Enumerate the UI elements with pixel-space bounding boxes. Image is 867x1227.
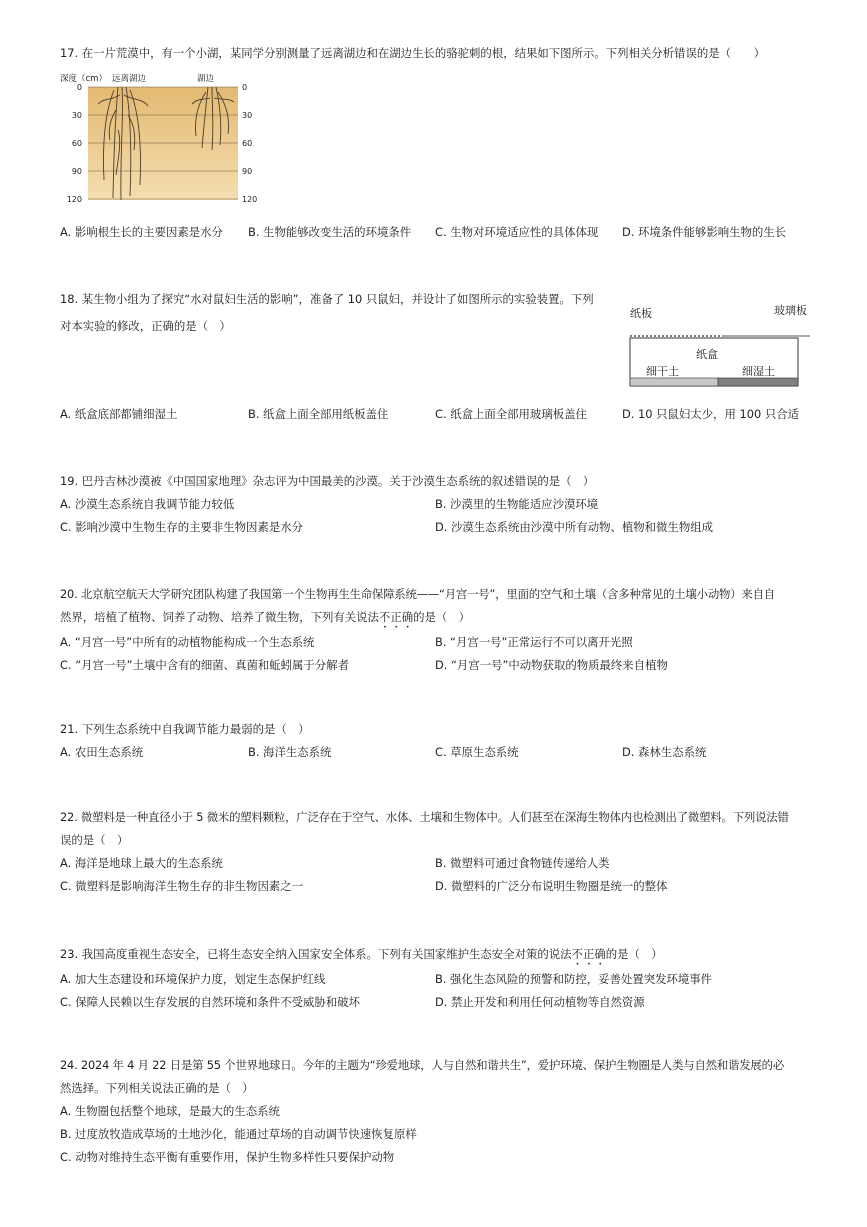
- tick-right-60: 60: [242, 139, 253, 148]
- left-depth-ticks: [67, 83, 82, 204]
- q18-option-d[interactable]: D. 10 只鼠妇太少，用 100 只合适: [622, 407, 800, 421]
- question-18-stem-line1: 18. 某生物小组为了探究“水对鼠妇生活的影响”，准备了 10 只鼠妇，并设计了如图所示的实验装置。下列: [60, 292, 594, 306]
- question-18-stem-line2: 对本实验的修改，正确的是（ ）: [60, 319, 231, 333]
- question-21-stem: 21. 下列生态系统中自我调节能力最弱的是（ ）: [60, 722, 310, 736]
- q20-option-d[interactable]: D. “月宫一号”中动物获取的物质最终来自植物: [435, 658, 668, 672]
- q20-stem-post: 的是（ ）: [413, 610, 471, 624]
- q17-option-b[interactable]: B. 生物能够改变生活的环境条件: [248, 225, 412, 239]
- q22-option-a[interactable]: A. 海洋是地球上最大的生态系统: [60, 856, 223, 870]
- q21-option-d[interactable]: D. 森林生态系统: [622, 745, 707, 759]
- q20-option-b[interactable]: B. “月宫一号”正常运行不可以离开光照: [435, 635, 633, 649]
- question-20-stem-line1: 20. 北京航空航天大学研究团队构建了我国第一个生物再生生命保障系统——“月宫一号”，里面的空气和土壤（含多种常见的土壤小动物）来自自: [60, 587, 775, 601]
- right-depth-ticks: [242, 83, 257, 204]
- wet-soil-layer: [718, 378, 798, 386]
- tick-right-0: 0: [242, 83, 248, 92]
- question-22-stem-line1: 22. 微塑料是一种直径小于 5 微米的塑料颗粒，广泛存在于空气、水体、土壤和生物体中。人们甚至在深海生物体内也检测出了微塑料。下列说法错: [60, 810, 789, 824]
- wet-soil-label: 细湿土: [742, 365, 775, 378]
- q23-option-a[interactable]: A. 加大生态建设和环境保护力度，划定生态保护红线: [60, 972, 326, 986]
- q20-option-a[interactable]: A. “月宫一号”中所有的动植物能构成一个生态系统: [60, 635, 315, 649]
- question-23-stem: [60, 943, 810, 968]
- question-22: [60, 806, 810, 898]
- q23-stem-emphasis: 不正确: [571, 947, 606, 961]
- far-from-lake-label: 远离湖边: [112, 74, 147, 84]
- q20-stem-emphasis: 不正确: [378, 610, 414, 624]
- q18-option-c[interactable]: C. 纸盒上面全部用玻璃板盖住: [435, 407, 587, 421]
- q20-option-c[interactable]: C. “月宫一号”土壤中含有的细菌、真菌和蚯蚓属于分解者: [60, 658, 349, 672]
- soil-profile: [88, 87, 238, 200]
- question-18: [60, 288, 600, 338]
- question-21: [60, 718, 810, 764]
- q23-option-c[interactable]: C. 保障人民赖以生存发展的自然环境和条件不受威胁和破坏: [60, 995, 360, 1009]
- q18-option-a[interactable]: A. 纸盒底部都铺细湿土: [60, 407, 178, 421]
- tick-left-30: 30: [71, 111, 82, 120]
- q20-stem-pre: 然界，培植了植物、饲养了动物、培养了微生物，下列有关说法: [60, 610, 379, 624]
- q22-option-b[interactable]: B. 微塑料可通过食物链传递给人类: [435, 856, 610, 870]
- question-22-stem-line2: 误的是（ ）: [60, 833, 129, 847]
- question-23: [60, 943, 810, 1014]
- question-17: [60, 42, 810, 65]
- experiment-box-figure: [624, 298, 816, 390]
- q19-option-a[interactable]: A. 沙漠生态系统自我调节能力较低: [60, 497, 235, 511]
- q23-option-b[interactable]: B. 强化生态风险的预警和防控，妥善处置突发环境事件: [435, 972, 713, 986]
- tick-right-120: 120: [242, 195, 258, 204]
- question-18-options: [60, 403, 810, 426]
- q21-option-c[interactable]: C. 草原生态系统: [435, 745, 519, 759]
- q21-option-b[interactable]: B. 海洋生态系统: [248, 745, 332, 759]
- question-24-stem-line1: 24. 2024 年 4 月 22 日是第 55 个世界地球日。今年的主题为“珍爱地球，人与自然和谐共生”，爱护环境、保护生物圈是人类与自然和谐发展的必: [60, 1058, 785, 1072]
- q17-option-a[interactable]: A. 影响根生长的主要因素是水分: [60, 225, 223, 239]
- q23-stem-pre: 23. 我国高度重视生态安全，已将生态安全纳入国家安全体系。下列有关国家维护生态安全对策的说法: [60, 947, 572, 961]
- glass-board-label: 玻璃板: [774, 304, 807, 317]
- q24-option-c[interactable]: C. 动物对维持生态平衡有重要作用，保护生物多样性只要保护动物: [60, 1150, 395, 1164]
- q22-option-c[interactable]: C. 微塑料是影响海洋生物生存的非生物因素之一: [60, 879, 304, 893]
- q24-option-b[interactable]: B. 过度放牧造成草场的土地沙化，能通过草场的自动调节快速恢复原样: [60, 1127, 417, 1141]
- q17-option-c[interactable]: C. 生物对环境适应性的具体体现: [435, 225, 599, 239]
- q23-stem-post: 的是（ ）: [605, 947, 663, 961]
- q23-option-d[interactable]: D. 禁止开发和利用任何动植物等自然资源: [435, 995, 645, 1009]
- tick-right-90: 90: [242, 167, 253, 176]
- q19-option-b[interactable]: B. 沙漠里的生物能适应沙漠环境: [435, 497, 599, 511]
- tick-left-60: 60: [71, 139, 82, 148]
- question-17-stem: 17. 在一片荒漠中，有一个小湖，某同学分别测量了远离湖边和在湖边生长的骆驼刺的根，结果如下图所示。下列相关分析错误的是（ ）: [60, 46, 766, 60]
- paper-box-label: 纸盒: [696, 348, 718, 361]
- question-24: [60, 1054, 810, 1169]
- q19-option-d[interactable]: D. 沙漠生态系统由沙漠中所有动物、植物和微生物组成: [435, 520, 713, 534]
- tick-right-30: 30: [242, 111, 253, 120]
- lake-side-label: 湖边: [197, 74, 215, 84]
- q21-option-a[interactable]: A. 农田生态系统: [60, 745, 144, 759]
- question-20: [60, 583, 810, 677]
- question-24-stem-line2: 然选择。下列相关说法正确的是（ ）: [60, 1081, 254, 1095]
- question-17-options: [60, 221, 810, 244]
- tick-left-90: 90: [71, 167, 82, 176]
- root-depth-figure: [58, 70, 263, 210]
- tick-left-0: 0: [76, 83, 82, 92]
- question-19: [60, 470, 810, 539]
- q19-option-c[interactable]: C. 影响沙漠中生物生存的主要非生物因素是水分: [60, 520, 304, 534]
- q18-option-b[interactable]: B. 纸盒上面全部用纸板盖住: [248, 407, 389, 421]
- question-20-stem-line2: [60, 606, 810, 631]
- q17-option-d[interactable]: D. 环境条件能够影响生物的生长: [622, 225, 787, 239]
- paper-board-label: 纸板: [630, 307, 652, 320]
- question-19-stem: 19. 巴丹吉林沙漠被《中国国家地理》杂志评为中国最美的沙漠。关于沙漠生态系统的叙述错误的是（ ）: [60, 474, 595, 488]
- dry-soil-label: 细干土: [646, 365, 679, 378]
- q22-option-d[interactable]: D. 微塑料的广泛分布说明生物圈是统一的整体: [435, 879, 668, 893]
- depth-axis-label: 深度（cm）: [60, 74, 107, 84]
- dry-soil-layer: [630, 378, 718, 386]
- q24-option-a[interactable]: A. 生物圈包括整个地球，是最大的生态系统: [60, 1104, 280, 1118]
- tick-left-120: 120: [66, 195, 82, 204]
